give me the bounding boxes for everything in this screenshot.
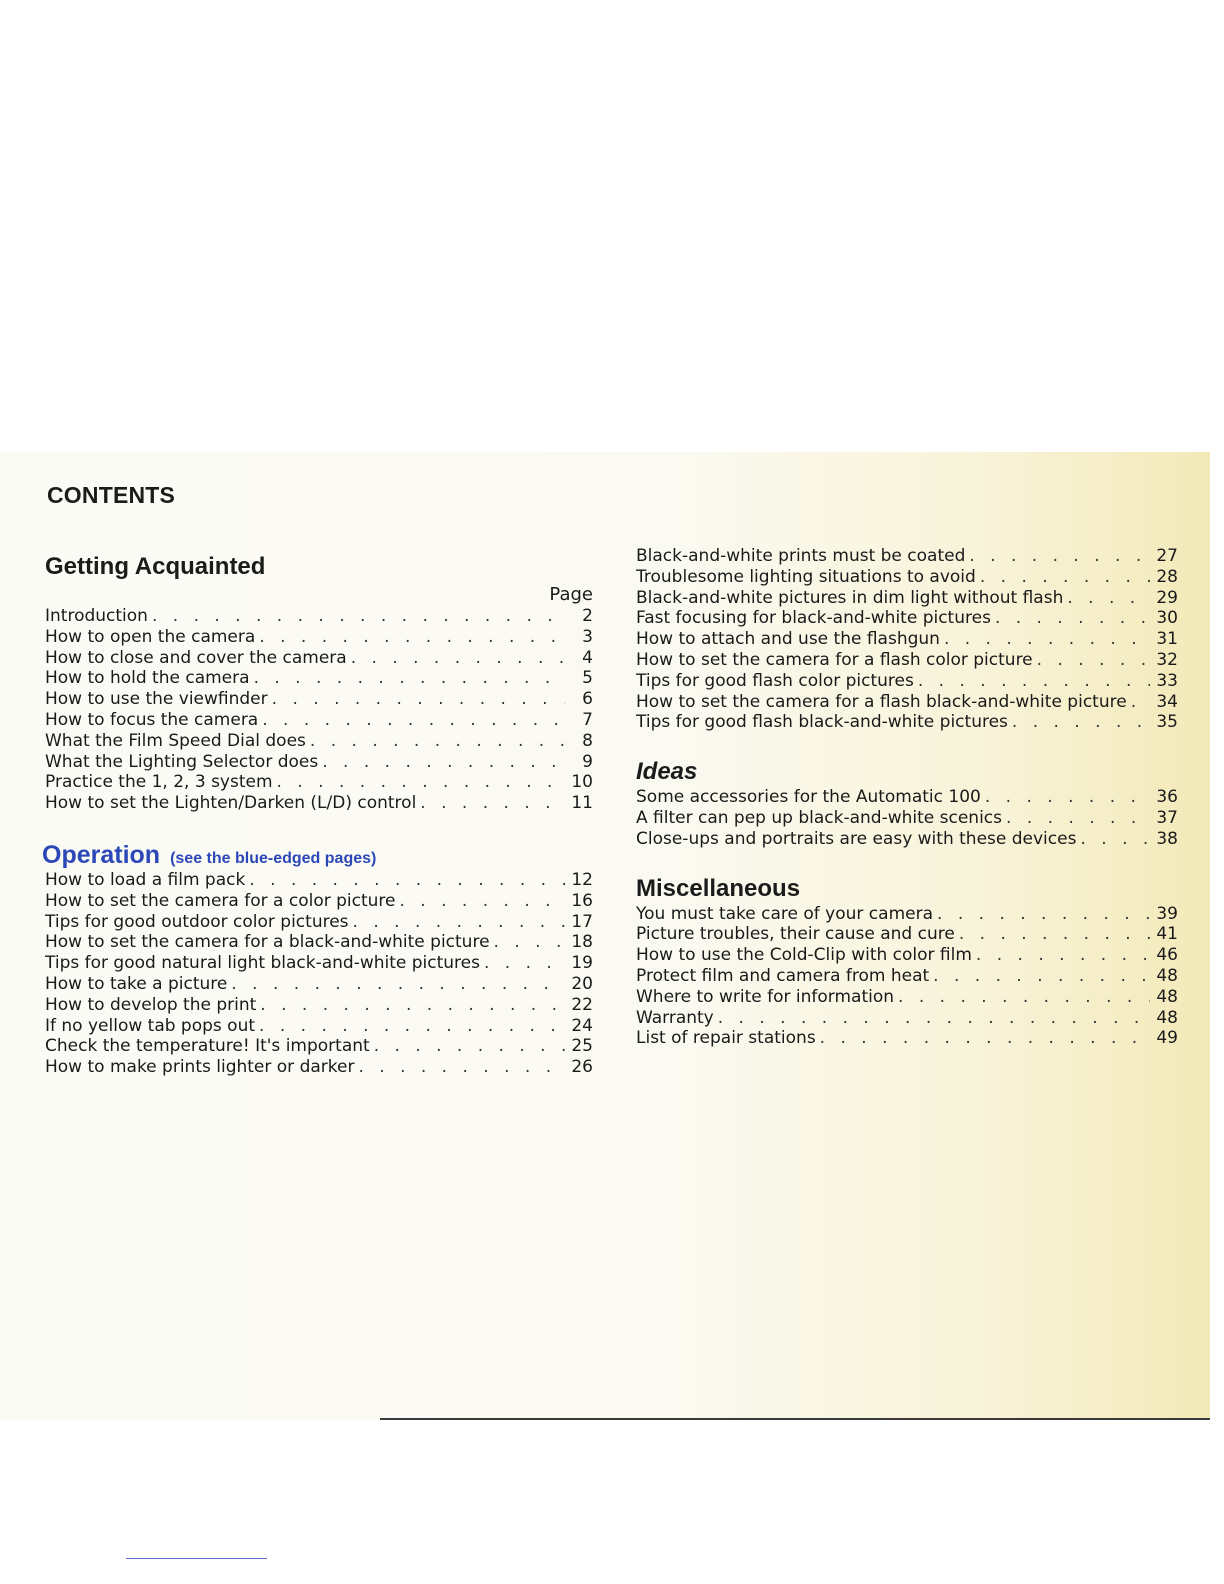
- toc-entry-page: 49: [1156, 1028, 1178, 1049]
- toc-entry-page: 30: [1156, 608, 1178, 629]
- toc-entry-page: 34: [1156, 691, 1178, 712]
- toc-entry: [636, 629, 1178, 650]
- ideas-heading: Ideas: [636, 758, 698, 786]
- toc-entry-page: 12: [571, 869, 593, 890]
- toc-entry-page: 9: [582, 751, 593, 772]
- toc-entry-page: 17: [571, 911, 593, 932]
- toc-entry-title: How to attach and use the flashgun: [636, 629, 940, 650]
- toc-entry-title: A filter can pep up black-and-white scenics: [636, 807, 1003, 828]
- toc-entry-page: 39: [1156, 903, 1178, 924]
- toc-entry-page: 36: [1156, 787, 1178, 808]
- toc-entry-title: Troublesome lighting situations to avoid: [636, 566, 976, 587]
- toc-entry-title: How to hold the camera: [45, 668, 250, 689]
- operation-list: [45, 870, 593, 1078]
- dot-leader: [1037, 650, 1150, 671]
- toc-entry: [636, 1028, 1178, 1049]
- toc-entry-page: 41: [1156, 924, 1178, 945]
- toc-entry-title: How to make prints lighter or darker: [45, 1057, 355, 1078]
- toc-entry-page: 35: [1156, 712, 1178, 733]
- left-column: [42, 552, 593, 1078]
- toc-entry: [636, 945, 1178, 966]
- toc-entry-page: 28: [1156, 566, 1178, 587]
- dot-leader: [969, 546, 1150, 567]
- toc-entry-page: 20: [571, 973, 593, 994]
- operation-continued-list: [636, 546, 1178, 733]
- toc-entry: [636, 650, 1178, 671]
- dot-leader: [358, 1057, 565, 1078]
- toc-entry-title: How to set the camera for a color picture: [45, 890, 396, 911]
- toc-entry-page: 6: [582, 689, 593, 710]
- operation-heading: [42, 840, 593, 870]
- toc-entry: [45, 648, 593, 669]
- toc-entry: [636, 1008, 1178, 1029]
- toc-entry: [636, 546, 1178, 567]
- toc-entry-page: 29: [1156, 587, 1178, 608]
- page-column-label: Page: [549, 584, 593, 605]
- toc-entry-title: Where to write for information: [636, 986, 895, 1007]
- dot-leader: [1131, 692, 1150, 713]
- toc-entry: [636, 966, 1178, 987]
- toc-entry: [45, 752, 593, 773]
- dot-leader: [152, 606, 565, 627]
- toc-entry: [636, 671, 1178, 692]
- toc-entry: [636, 924, 1178, 945]
- toc-entry: [636, 692, 1178, 713]
- toc-entry-title: How to use the viewfinder: [45, 689, 268, 710]
- toc-entry-page: 27: [1156, 546, 1178, 566]
- toc-entry-title: Tips for good flash color pictures: [636, 670, 914, 691]
- toc-entry: [45, 870, 593, 891]
- toc-entry-page: 10: [571, 772, 593, 793]
- operation-title: Operation: [42, 840, 161, 869]
- contents-title: CONTENTS: [47, 482, 176, 508]
- dot-leader: [259, 1016, 565, 1037]
- toc-entry-title: How to set the camera for a flash black-and-white picture: [636, 691, 1127, 712]
- toc-entry-page: 5: [582, 668, 593, 689]
- ideas-list: [636, 787, 1178, 849]
- dot-leader: [254, 668, 565, 689]
- right-column: [636, 546, 1178, 1049]
- dot-leader: [353, 912, 565, 933]
- toc-entry-title: Tips for good flash black-and-white pictures: [636, 712, 1008, 733]
- toc-entry: [45, 912, 593, 933]
- miscellaneous-heading: Miscellaneous: [636, 874, 801, 902]
- dot-leader: [820, 1028, 1150, 1049]
- toc-entry-page: 25: [571, 1036, 593, 1057]
- toc-entry-page: 24: [571, 1015, 593, 1036]
- toc-entry: [45, 891, 593, 912]
- toc-entry-title: What the Film Speed Dial does: [45, 730, 306, 751]
- dot-leader: [1067, 588, 1150, 609]
- toc-entry-title: How to load a film pack: [45, 869, 246, 890]
- toc-entry: [45, 1036, 593, 1057]
- dot-leader: [985, 787, 1150, 808]
- dot-leader: [260, 995, 565, 1016]
- toc-entry-page: 18: [571, 932, 593, 953]
- dot-leader: [898, 987, 1150, 1008]
- bottom-edge-rule: [380, 1418, 1210, 1420]
- dot-leader: [259, 627, 565, 648]
- dot-leader: [959, 924, 1150, 945]
- toc-entry: [636, 608, 1178, 629]
- dot-leader: [933, 966, 1150, 987]
- toc-entry: [45, 974, 593, 995]
- toc-entry-page: 48: [1156, 1007, 1178, 1028]
- toc-entry-title: How to close and cover the camera: [45, 647, 347, 668]
- toc-entry-title: How to set the camera for a black-and-white picture: [45, 932, 490, 953]
- toc-entry: [45, 953, 593, 974]
- toc-entry-title: Fast focusing for black-and-white pictures: [636, 608, 991, 629]
- dot-leader: [494, 932, 565, 953]
- toc-entry: [45, 606, 593, 627]
- toc-entry-title: How to set the camera for a flash color picture: [636, 649, 1033, 670]
- toc-entry: [45, 932, 593, 953]
- toc-entry-page: 37: [1156, 807, 1178, 828]
- toc-entry-title: If no yellow tab pops out: [45, 1015, 256, 1036]
- toc-entry-page: 38: [1156, 828, 1178, 849]
- toc-entry-title: Tips for good outdoor color pictures: [45, 911, 349, 932]
- dot-leader: [937, 904, 1150, 925]
- dot-leader: [277, 772, 565, 793]
- toc-entry-page: 7: [582, 709, 593, 730]
- toc-entry-title: Tips for good natural light black-and-white pictures: [45, 953, 480, 974]
- bottom-link-underline: [126, 1558, 267, 1559]
- dot-leader: [374, 1036, 565, 1057]
- toc-entry-title: Close-ups and portraits are easy with these devices: [636, 828, 1077, 849]
- toc-entry: [636, 567, 1178, 588]
- toc-entry: [45, 772, 593, 793]
- toc-entry-title: Introduction: [45, 606, 148, 626]
- toc-entry: [636, 808, 1178, 829]
- dot-leader: [718, 1008, 1150, 1029]
- dot-leader: [322, 752, 565, 773]
- toc-entry: [636, 829, 1178, 850]
- toc-entry: [45, 689, 593, 710]
- toc-entry-page: 48: [1156, 986, 1178, 1007]
- dot-leader: [976, 945, 1150, 966]
- toc-entry-title: Picture troubles, their cause and cure: [636, 924, 955, 945]
- toc-entry-page: 33: [1156, 670, 1178, 691]
- toc-entry-title: Practice the 1, 2, 3 system: [45, 772, 273, 793]
- getting-acquainted-list: [45, 606, 593, 814]
- dot-leader: [231, 974, 565, 995]
- toc-entry-page: 46: [1156, 945, 1178, 966]
- dot-leader: [995, 608, 1150, 629]
- toc-entry-title: Some accessories for the Automatic 100: [636, 787, 981, 808]
- dot-leader: [1006, 808, 1150, 829]
- operation-note: (see the blue-edged pages): [170, 849, 377, 867]
- toc-entry: [45, 731, 593, 752]
- toc-entry: [636, 712, 1178, 733]
- toc-entry-title: List of repair stations: [636, 1028, 816, 1049]
- toc-entry-page: 48: [1156, 965, 1178, 986]
- toc-entry-title: How to focus the camera: [45, 709, 259, 730]
- toc-entry: [636, 904, 1178, 925]
- toc-entry-page: 31: [1156, 629, 1178, 650]
- getting-acquainted-heading: Getting Acquainted: [45, 553, 266, 580]
- toc-entry-page: 32: [1156, 649, 1178, 670]
- toc-entry-page: 26: [571, 1057, 593, 1078]
- dot-leader: [918, 671, 1150, 692]
- toc-entry: [636, 787, 1178, 808]
- toc-entry-title: Check the temperature! It's important: [45, 1036, 370, 1057]
- dot-leader: [980, 567, 1150, 588]
- toc-entry: [45, 627, 593, 648]
- contents-page: [0, 452, 1210, 1420]
- toc-entry-title: How to take a picture: [45, 973, 228, 994]
- toc-entry: [636, 987, 1178, 1008]
- toc-entry: [45, 1057, 593, 1078]
- toc-entry-page: 19: [571, 953, 593, 974]
- miscellaneous-list: [636, 904, 1178, 1050]
- toc-entry-title: How to set the Lighten/Darken (L/D) control: [45, 793, 417, 814]
- dot-leader: [484, 953, 565, 974]
- toc-entry: [45, 668, 593, 689]
- toc-entry: [45, 1016, 593, 1037]
- toc-entry-title: Protect film and camera from heat: [636, 965, 930, 986]
- dot-leader: [351, 648, 565, 669]
- toc-entry: [45, 995, 593, 1016]
- toc-entry: [636, 588, 1178, 609]
- dot-leader: [399, 891, 565, 912]
- dot-leader: [310, 731, 565, 752]
- toc-entry-title: You must take care of your camera: [636, 903, 934, 924]
- toc-entry-title: Black-and-white pictures in dim light without flash: [636, 587, 1064, 608]
- dot-leader: [944, 629, 1150, 650]
- toc-entry-page: 2: [582, 606, 593, 626]
- dot-leader: [1080, 829, 1150, 850]
- dot-leader: [262, 710, 565, 731]
- dot-leader: [272, 689, 565, 710]
- toc-entry-page: 4: [582, 647, 593, 668]
- dot-leader: [1012, 712, 1150, 733]
- toc-entry-title: How to use the Cold-Clip with color film: [636, 945, 972, 966]
- toc-entry: [45, 710, 593, 731]
- toc-entry-title: Warranty: [636, 1007, 714, 1028]
- toc-entry-title: Black-and-white prints must be coated: [636, 546, 966, 566]
- toc-entry-page: 22: [571, 994, 593, 1015]
- toc-entry-page: 3: [582, 626, 593, 647]
- toc-entry-title: How to develop the print: [45, 994, 257, 1015]
- toc-entry-page: 8: [582, 730, 593, 751]
- toc-entry: [45, 793, 593, 814]
- dot-leader: [420, 793, 565, 814]
- toc-entry-title: What the Lighting Selector does: [45, 751, 319, 772]
- toc-entry-page: 11: [571, 793, 593, 814]
- toc-entry-title: How to open the camera: [45, 626, 256, 647]
- toc-entry-page: 16: [571, 890, 593, 911]
- dot-leader: [249, 870, 565, 891]
